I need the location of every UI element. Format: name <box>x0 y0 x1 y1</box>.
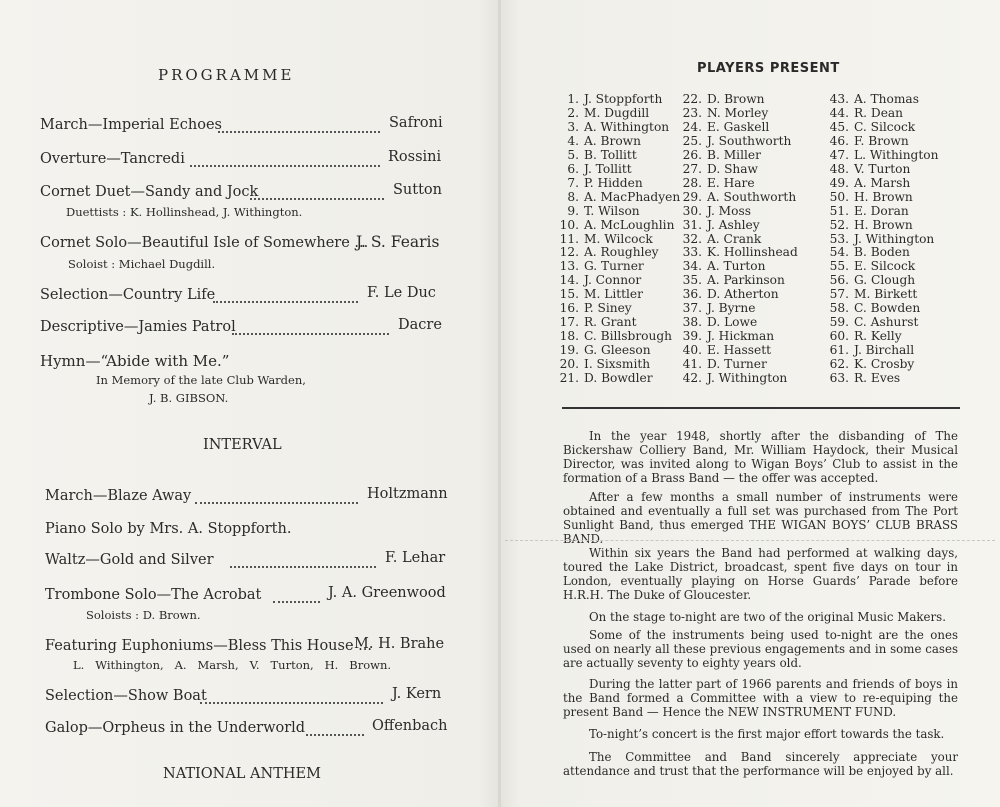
leader-dots <box>200 702 383 704</box>
history-paragraph: The Committee and Band sincerely appreciate your attendance and trust that the performance will be enjoyed by all. <box>563 750 958 778</box>
item-composer: J. Kern <box>392 686 442 702</box>
player-name: J. Southworth <box>707 133 792 148</box>
player-row <box>557 191 680 205</box>
player-number: 28. <box>682 175 702 190</box>
player-number: 31. <box>682 217 702 232</box>
leader-dots <box>232 333 389 335</box>
player-row <box>827 219 938 233</box>
item-title: Cornet Solo—Beautiful Isle of Somewhere ... <box>40 235 369 251</box>
player-row <box>557 302 680 316</box>
player-row <box>557 121 680 135</box>
player-number: 42. <box>682 371 702 386</box>
player-number: 36. <box>682 287 702 302</box>
leader-dots <box>218 131 380 133</box>
item-performers: Duettists : K. Hollinshead, J. Withington. <box>66 205 303 219</box>
player-row <box>557 330 680 344</box>
leader-dots <box>230 566 376 568</box>
player-number: 60. <box>829 329 849 344</box>
player-row <box>557 344 680 358</box>
player-name: H. Brown <box>854 189 913 204</box>
player-number: 16. <box>559 301 579 316</box>
player-row <box>680 205 798 219</box>
history-paragraph: During the latter part of 1966 parents and friends of boys in the Band formed a Committee with a view to re-equiping the present Band — Hence the NEW INSTRUMENT FUND. <box>563 677 958 719</box>
player-row <box>680 135 798 149</box>
player-number: 45. <box>829 119 849 134</box>
player-number: 24. <box>682 119 702 134</box>
player-name: V. Turton <box>854 161 911 176</box>
player-number: 18. <box>559 329 579 344</box>
player-row <box>557 177 680 191</box>
player-number: 7. <box>567 175 579 190</box>
player-name: B. Miller <box>707 147 761 162</box>
player-name: J. Hickman <box>707 329 775 344</box>
player-number: 4. <box>567 133 579 148</box>
player-number: 10. <box>559 217 579 232</box>
player-row <box>557 372 680 386</box>
item-title: Selection—Show Boat <box>45 688 207 704</box>
item-composer: Dacre <box>398 317 442 333</box>
item-title: Cornet Duet—Sandy and Jock <box>40 184 259 200</box>
player-number: 52. <box>829 217 849 232</box>
player-row <box>557 288 680 302</box>
player-number: 6. <box>567 161 579 176</box>
player-row <box>557 274 680 288</box>
item-performers: L. Withington, A. Marsh, V. Turton, H. Brown. <box>73 658 392 672</box>
player-number: 33. <box>682 245 702 260</box>
player-name: M. Birkett <box>854 287 918 302</box>
player-number: 34. <box>682 259 702 274</box>
player-row <box>680 246 798 260</box>
player-row <box>827 288 938 302</box>
player-row <box>680 233 798 247</box>
player-row <box>557 107 680 121</box>
anthem-heading: NATIONAL ANTHEM <box>163 766 321 782</box>
player-name: R. Kelly <box>854 329 902 344</box>
player-number: 29. <box>682 189 702 204</box>
leader-dots <box>213 301 358 303</box>
history-paragraph: To-night’s concert is the first major effort towards the task. <box>589 727 945 741</box>
player-name: E. Gaskell <box>707 119 770 134</box>
player-name: D. Shaw <box>707 161 758 176</box>
player-row <box>557 149 680 163</box>
player-name: J. Byrne <box>707 301 756 316</box>
player-number: 47. <box>829 147 849 162</box>
history-paragraph: In the year 1948, shortly after the disbanding of The Bickershaw Colliery Band, Mr. William Haydock, their Musical Director, was invited along to Wigan Boys’ Club to assist in the formation of a Brass Band — the offer was accepted. <box>563 429 958 485</box>
item-title: Trombone Solo—The Acrobat <box>45 587 262 603</box>
player-name: A. Roughley <box>584 245 659 260</box>
player-name: P. Hidden <box>584 175 643 190</box>
player-name: E. Silcock <box>854 259 916 274</box>
history-paragraph: Some of the instruments being used to-night are the ones used on nearly all these previous engagements and in some cases are actually seventy to eighty years old. <box>563 628 958 670</box>
player-row <box>680 163 798 177</box>
player-number: 25. <box>682 133 702 148</box>
player-name: M. Dugdill <box>584 105 650 120</box>
player-row <box>827 260 938 274</box>
player-name: A. Southworth <box>707 189 797 204</box>
player-name: R. Eves <box>854 371 901 386</box>
player-row <box>827 233 938 247</box>
player-row <box>827 316 938 330</box>
player-row <box>827 205 938 219</box>
player-number: 8. <box>567 189 579 204</box>
player-name: K. Crosby <box>854 357 915 372</box>
player-number: 58. <box>829 301 849 316</box>
player-number: 48. <box>829 161 849 176</box>
item-composer: Safroni <box>389 115 443 131</box>
player-name: D. Turner <box>707 357 767 372</box>
player-number: 22. <box>682 92 702 106</box>
player-row <box>827 372 938 386</box>
player-number: 35. <box>682 273 702 288</box>
player-number: 40. <box>682 343 702 358</box>
item-composer: J. A. Greenwood <box>328 585 446 601</box>
player-number: 59. <box>829 315 849 330</box>
item-title: Selection—Country Life <box>40 287 216 303</box>
player-number: 2. <box>567 105 579 120</box>
player-row <box>680 330 798 344</box>
player-row <box>557 260 680 274</box>
leader-dots <box>195 502 358 504</box>
item-title: March—Imperial Echoes <box>40 117 222 133</box>
player-number: 41. <box>682 357 702 372</box>
player-name: C. Ashurst <box>854 315 919 330</box>
player-row <box>680 358 798 372</box>
player-number: 13. <box>559 259 579 274</box>
player-name: J. Withington <box>707 371 788 386</box>
player-row <box>557 233 680 247</box>
player-number: 57. <box>829 287 849 302</box>
player-row <box>680 274 798 288</box>
paper-crease <box>505 540 995 541</box>
player-row <box>827 358 938 372</box>
player-row <box>827 302 938 316</box>
player-row <box>827 121 938 135</box>
player-number: 53. <box>829 231 849 246</box>
player-name: D. Lowe <box>707 315 758 330</box>
player-number: 9. <box>567 203 579 218</box>
player-number: 12. <box>559 245 579 260</box>
player-row <box>680 191 798 205</box>
item-composer: Offenbach <box>372 718 448 734</box>
item-title: Overture—Tancredi <box>40 151 185 167</box>
item-title: Descriptive—Jamies Patrol <box>40 319 236 335</box>
player-name: N. Morley <box>707 105 769 120</box>
item-performers: Soloist : Michael Dugdill. <box>68 257 216 271</box>
player-number: 39. <box>682 329 702 344</box>
player-row <box>557 316 680 330</box>
player-name: M. Wilcock <box>584 231 653 246</box>
item-title: Waltz—Gold and Silver <box>45 552 214 568</box>
item-composer: Sutton <box>393 182 442 198</box>
player-number: 46. <box>829 133 849 148</box>
player-number: 32. <box>682 231 702 246</box>
player-number: 3. <box>567 119 579 134</box>
player-name: J. Birchall <box>854 343 915 358</box>
player-name: A. Marsh <box>854 175 911 190</box>
player-row <box>827 344 938 358</box>
player-row <box>827 135 938 149</box>
player-number: 63. <box>829 371 849 386</box>
leader-dots <box>306 734 364 736</box>
player-row <box>557 358 680 372</box>
item-composer: Rossini <box>388 149 442 165</box>
item-title: Featuring Euphoniums—Bless This House ... <box>45 638 372 654</box>
player-row <box>680 121 798 135</box>
item-title: Hymn—“Abide with Me.” <box>40 352 230 370</box>
player-row <box>827 93 938 107</box>
player-row <box>680 316 798 330</box>
players-column-3 <box>827 93 938 386</box>
player-row <box>680 372 798 386</box>
player-name: M. Littler <box>584 287 643 302</box>
player-name: P. Siney <box>584 301 632 316</box>
player-name: D. Atherton <box>707 287 779 302</box>
item-dedication-name: J. B. GIBSON. <box>149 391 229 405</box>
player-row <box>680 219 798 233</box>
player-name: D. Brown <box>707 92 765 106</box>
player-number: 30. <box>682 203 702 218</box>
item-title: March—Blaze Away <box>45 488 192 504</box>
history-paragraph: After a few months a small number of instruments were obtained and eventually a full set was purchased from The Port Sunlight Band, thus emerged THE WIGAN BOYS’ CLUB BRASS BAND. <box>563 490 958 546</box>
player-row <box>680 107 798 121</box>
player-number: 43. <box>829 92 849 106</box>
player-row <box>680 288 798 302</box>
player-row <box>827 330 938 344</box>
player-number: 56. <box>829 273 849 288</box>
section-rule <box>562 407 960 409</box>
player-row <box>557 205 680 219</box>
player-name: H. Brown <box>854 217 913 232</box>
history-paragraph: Within six years the Band had performed at walking days, toured the Lake District, broadcast, spent five days on tour in London, eventually playing on Horse Guards’ Parade before H.R.H. The Duke of Gloucester. <box>563 546 958 602</box>
player-name: C. Bowden <box>854 301 921 316</box>
item-composer: Holtzmann <box>367 486 448 502</box>
player-name: A. Thomas <box>854 92 919 106</box>
player-name: C. Silcock <box>854 119 916 134</box>
player-name: G. Gleeson <box>584 343 651 358</box>
leader-dots <box>250 198 384 200</box>
player-number: 1. <box>567 92 579 106</box>
history-paragraph: On the stage to-night are two of the original Music Makers. <box>589 610 946 624</box>
player-name: J. Withington <box>854 231 935 246</box>
player-name: A. Parkinson <box>707 273 785 288</box>
player-number: 15. <box>559 287 579 302</box>
player-number: 37. <box>682 301 702 316</box>
player-name: B. Boden <box>854 245 910 260</box>
player-number: 20. <box>559 357 579 372</box>
player-name: A. Turton <box>707 259 766 274</box>
players-column-2 <box>680 93 798 386</box>
player-name: R. Grant <box>584 315 637 330</box>
player-row <box>827 149 938 163</box>
player-row <box>557 219 680 233</box>
player-number: 26. <box>682 147 702 162</box>
player-name: J. Moss <box>707 203 752 218</box>
player-row <box>557 246 680 260</box>
player-name: F. Brown <box>854 133 909 148</box>
leader-dots <box>273 601 320 603</box>
player-name: T. Wilson <box>584 203 640 218</box>
player-number: 17. <box>559 315 579 330</box>
player-name: A. MacPhadyen <box>584 189 681 204</box>
player-number: 51. <box>829 203 849 218</box>
player-number: 19. <box>559 343 579 358</box>
item-composer: J. S. Fearis <box>356 233 440 251</box>
player-number: 21. <box>559 371 579 386</box>
player-name: J. Connor <box>584 273 642 288</box>
players-heading: PLAYERS PRESENT <box>697 61 840 76</box>
item-performers: Soloists : D. Brown. <box>86 608 201 622</box>
player-number: 14. <box>559 273 579 288</box>
player-name: A. Withington <box>584 119 670 134</box>
player-row <box>827 163 938 177</box>
player-name: K. Hollinshead <box>707 245 798 260</box>
player-row <box>827 177 938 191</box>
player-row <box>827 107 938 121</box>
player-name: B. Tollitt <box>584 147 637 162</box>
player-number: 27. <box>682 161 702 176</box>
player-row <box>827 246 938 260</box>
item-composer: F. Lehar <box>385 550 446 566</box>
player-row <box>680 344 798 358</box>
item-composer: F. Le Duc <box>367 285 436 301</box>
player-name: A. Crank <box>707 231 762 246</box>
player-row <box>680 93 798 107</box>
leader-dots <box>190 165 380 167</box>
page-fold <box>498 0 501 807</box>
player-number: 55. <box>829 259 849 274</box>
player-number: 54. <box>829 245 849 260</box>
player-name: J. Ashley <box>707 217 760 232</box>
player-name: G. Turner <box>584 259 644 274</box>
player-row <box>680 260 798 274</box>
player-row <box>557 93 680 107</box>
programme-heading: PROGRAMME <box>158 66 295 84</box>
player-number: 5. <box>567 147 579 162</box>
player-number: 11. <box>559 231 579 246</box>
player-number: 23. <box>682 105 702 120</box>
item-composer: M. H. Brahe <box>354 636 445 652</box>
player-name: D. Bowdler <box>584 371 653 386</box>
interval-heading: INTERVAL <box>203 437 282 453</box>
player-name: E. Hare <box>707 175 755 190</box>
player-name: J. Stoppforth <box>584 92 663 106</box>
player-name: R. Dean <box>854 105 904 120</box>
player-number: 61. <box>829 343 849 358</box>
item-title: Piano Solo by Mrs. A. Stoppforth. <box>45 521 292 537</box>
players-column-1 <box>557 93 680 386</box>
player-row <box>680 302 798 316</box>
player-name: E. Doran <box>854 203 909 218</box>
player-row <box>680 149 798 163</box>
player-number: 38. <box>682 315 702 330</box>
player-row <box>680 177 798 191</box>
player-name: I. Sixsmith <box>584 357 651 372</box>
player-name: E. Hassett <box>707 343 772 358</box>
player-row <box>827 274 938 288</box>
item-dedication: In Memory of the late Club Warden, <box>96 373 306 387</box>
player-name: A. McLoughlin <box>584 217 675 232</box>
player-name: C. Billsbrough <box>584 329 673 344</box>
player-name: A. Brown <box>584 133 641 148</box>
player-row <box>557 163 680 177</box>
player-name: L. Withington <box>854 147 939 162</box>
player-name: J. Tollitt <box>584 161 632 176</box>
player-number: 50. <box>829 189 849 204</box>
player-name: G. Clough <box>854 273 916 288</box>
player-row <box>827 191 938 205</box>
item-title: Galop—Orpheus in the Underworld <box>45 720 306 736</box>
player-number: 62. <box>829 357 849 372</box>
player-number: 49. <box>829 175 849 190</box>
player-number: 44. <box>829 105 849 120</box>
player-row <box>557 135 680 149</box>
